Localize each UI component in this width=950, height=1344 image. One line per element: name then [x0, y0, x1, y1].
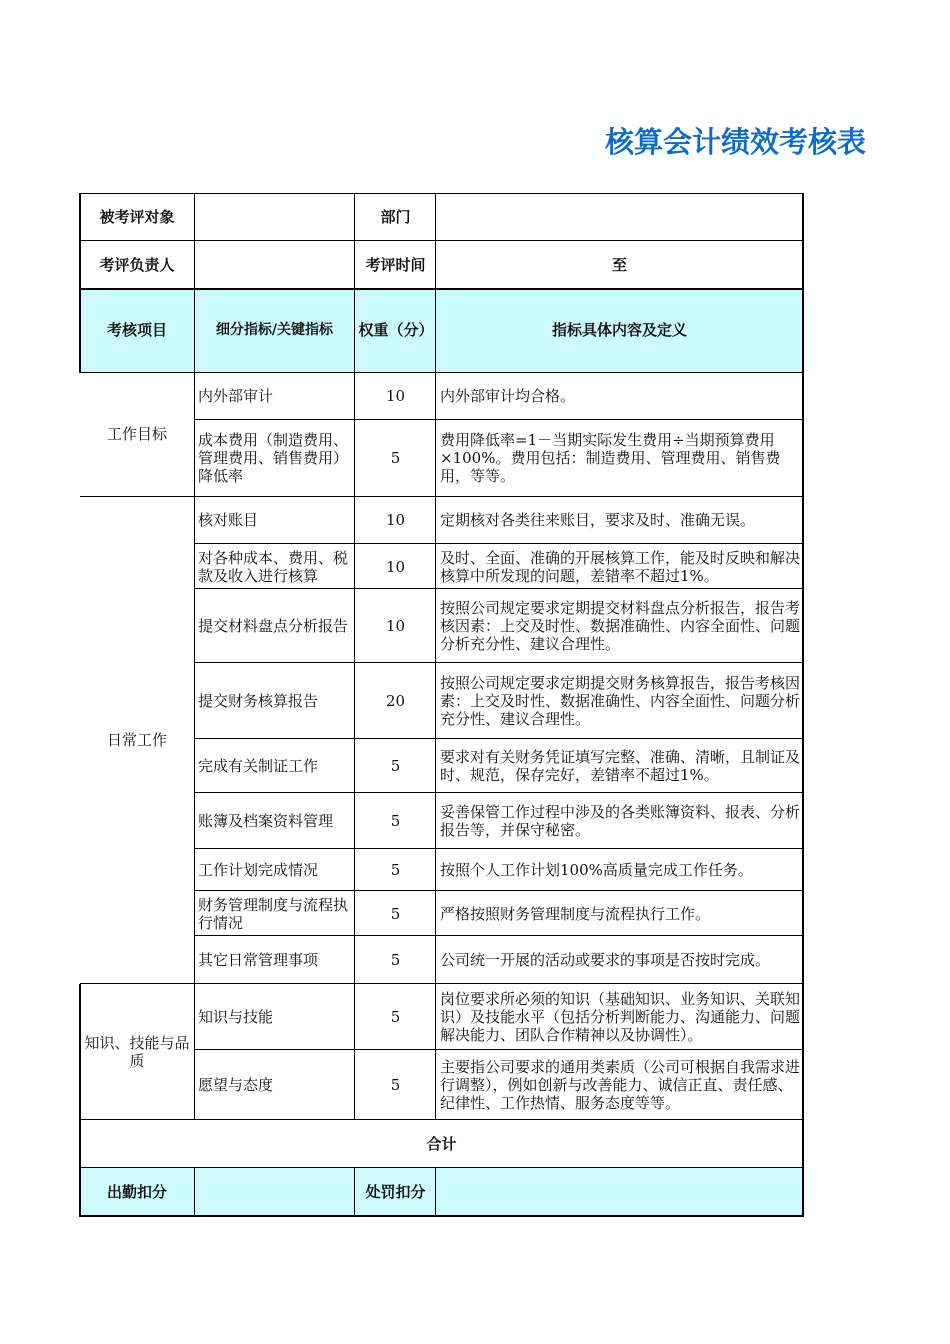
- grid-line: [79, 193, 804, 194]
- page-title: 核算会计绩效考核表: [605, 125, 867, 159]
- weight-value: 5: [390, 1008, 401, 1026]
- weight-value: 5: [390, 812, 401, 830]
- grid-line: [194, 738, 803, 739]
- grid-line: [79, 1167, 804, 1168]
- sub-indicator: 提交财务核算报告: [198, 692, 319, 710]
- col-header-weight: 权重（分）: [358, 321, 434, 339]
- weight-value: 10: [385, 617, 406, 635]
- grid-line: [435, 1168, 436, 1216]
- weight-value: 20: [385, 692, 406, 710]
- indicator-definition: 内外部审计均合格。: [440, 387, 576, 405]
- sub-indicator: 其它日常管理事项: [198, 951, 319, 969]
- grid-line: [194, 890, 803, 891]
- grid-line: [354, 193, 355, 1120]
- sub-indicator: 完成有关制证工作: [198, 757, 319, 775]
- indicator-definition: 妥善保管工作过程中涉及的各类账簿资料、报表、分析报告等，并保守秘密。: [440, 803, 801, 839]
- owner-label: 考评负责人: [99, 255, 175, 274]
- indicator-definition: 定期核对各类往来账目，要求及时、准确无误。: [440, 511, 756, 529]
- indicator-definition: 主要指公司要求的通用类素质（公司可根据自我需求进行调整），例如创新与改善能力、诚信正直、责任感、纪律性、工作热情、服务态度等等。: [440, 1058, 801, 1112]
- grid-line: [80, 983, 803, 984]
- penalty-deduction-field[interactable]: [436, 1168, 803, 1216]
- indicator-definition: 按照公司规定要求定期提交材料盘点分析报告，报告考核因素：上交及时性、数据准确性、内容全面性、问题分析充分性、建议合理性。: [440, 599, 801, 653]
- grid-line: [79, 1119, 804, 1120]
- group-daily-work: 日常工作: [106, 731, 167, 749]
- sub-indicator: 核对账目: [198, 511, 259, 529]
- penalty-deduction-label: 处罚扣分: [365, 1183, 426, 1201]
- sub-indicator: 提交材料盘点分析报告: [198, 617, 349, 635]
- owner-value-field[interactable]: [194, 241, 355, 288]
- grid-line: [354, 1168, 355, 1216]
- sub-indicator: 内外部审计: [198, 387, 274, 405]
- grid-line: [194, 419, 803, 420]
- grid-line: [194, 1168, 195, 1216]
- grid-line: [194, 543, 803, 544]
- weight-value: 5: [390, 1076, 401, 1094]
- dept-label: 部门: [380, 208, 411, 226]
- grid-line: [79, 372, 804, 373]
- sub-indicator: 知识与技能: [198, 1008, 274, 1026]
- indicator-definition: 岗位要求所必须的知识（基础知识、业务知识、关联知识）及技能水平（包括分析判断能力、沟通能力、问题解决能力、团队合作精神以及协调性）。: [440, 990, 801, 1044]
- grid-line: [194, 792, 803, 793]
- grid-line: [802, 193, 804, 1217]
- grid-line: [194, 935, 803, 936]
- grid-line: [79, 1120, 81, 1217]
- attendance-deduction-field[interactable]: [194, 1168, 355, 1216]
- group-work-goal: 工作目标: [106, 425, 167, 443]
- grid-line: [79, 193, 81, 373]
- sub-indicator: 账簿及档案资料管理: [198, 812, 334, 830]
- indicator-definition: 按照个人工作计划100%高质量完成工作任务。: [440, 861, 753, 879]
- grid-line: [79, 288, 804, 290]
- col-header-item: 考核项目: [106, 321, 167, 339]
- indicator-definition: 费用降低率=1－当期实际发生费用÷当期预算费用×100%。费用包括：制造费用、管理费用、销售费用，等等。: [440, 431, 781, 485]
- weight-value: 5: [390, 861, 401, 879]
- attendance-deduction-label: 出勤扣分: [106, 1183, 167, 1201]
- weight-value: 5: [390, 951, 401, 969]
- weight-value: 10: [385, 387, 406, 405]
- grid-line: [194, 193, 195, 1120]
- sub-indicator: 工作计划完成情况: [198, 861, 319, 879]
- grid-line: [435, 193, 436, 1120]
- sub-indicator: 对各种成本、费用、税款及收入进行核算: [198, 548, 349, 585]
- grid-line: [194, 1049, 803, 1050]
- sub-indicator: 愿望与态度: [198, 1076, 274, 1094]
- time-value[interactable]: 至: [611, 255, 627, 274]
- target-label: 被考评对象: [99, 208, 175, 226]
- grid-line: [194, 848, 803, 849]
- weight-value: 10: [385, 557, 406, 576]
- indicator-definition: 公司统一开展的活动或要求的事项是否按时完成。: [440, 951, 771, 969]
- grid-line: [80, 496, 803, 497]
- grid-line: [79, 984, 81, 1120]
- weight-value: 10: [385, 511, 406, 529]
- indicator-definition: 严格按照财务管理制度与流程执行工作。: [440, 904, 711, 923]
- weight-value: 5: [390, 757, 401, 775]
- weight-value: 5: [390, 449, 401, 467]
- indicator-definition: 及时、全面、准确的开展核算工作，能及时反映和解决核算中所发现的问题，差错率不超过1%。: [440, 548, 801, 585]
- grid-line: [79, 240, 804, 241]
- col-header-sub: 细分指标/关键指标: [215, 322, 334, 338]
- time-label: 考评时间: [365, 255, 426, 274]
- group-knowledge: 知识、技能与品质: [84, 1034, 190, 1070]
- weight-value: 5: [390, 904, 401, 923]
- target-value-field[interactable]: [194, 193, 355, 241]
- sub-indicator: 财务管理制度与流程执行情况: [198, 895, 349, 932]
- indicator-definition: 按照公司规定要求定期提交财务核算报告，报告考核因素：上交及时性、数据准确性、内容全面性、问题分析充分性、建议合理性。: [440, 674, 801, 728]
- indicator-definition: 要求对有关财务凭证填写完整、准确、清晰，且制证及时、规范，保存完好，差错率不超过1%。: [440, 748, 801, 784]
- grid-line: [194, 662, 803, 663]
- sub-indicator: 成本费用（制造费用、管理费用、销售费用）降低率: [198, 431, 349, 485]
- col-header-def: 指标具体内容及定义: [551, 321, 687, 339]
- dept-value-field[interactable]: [436, 193, 803, 241]
- total-label: 合计: [426, 1135, 457, 1153]
- grid-line: [194, 588, 803, 589]
- grid-line: [79, 1215, 804, 1217]
